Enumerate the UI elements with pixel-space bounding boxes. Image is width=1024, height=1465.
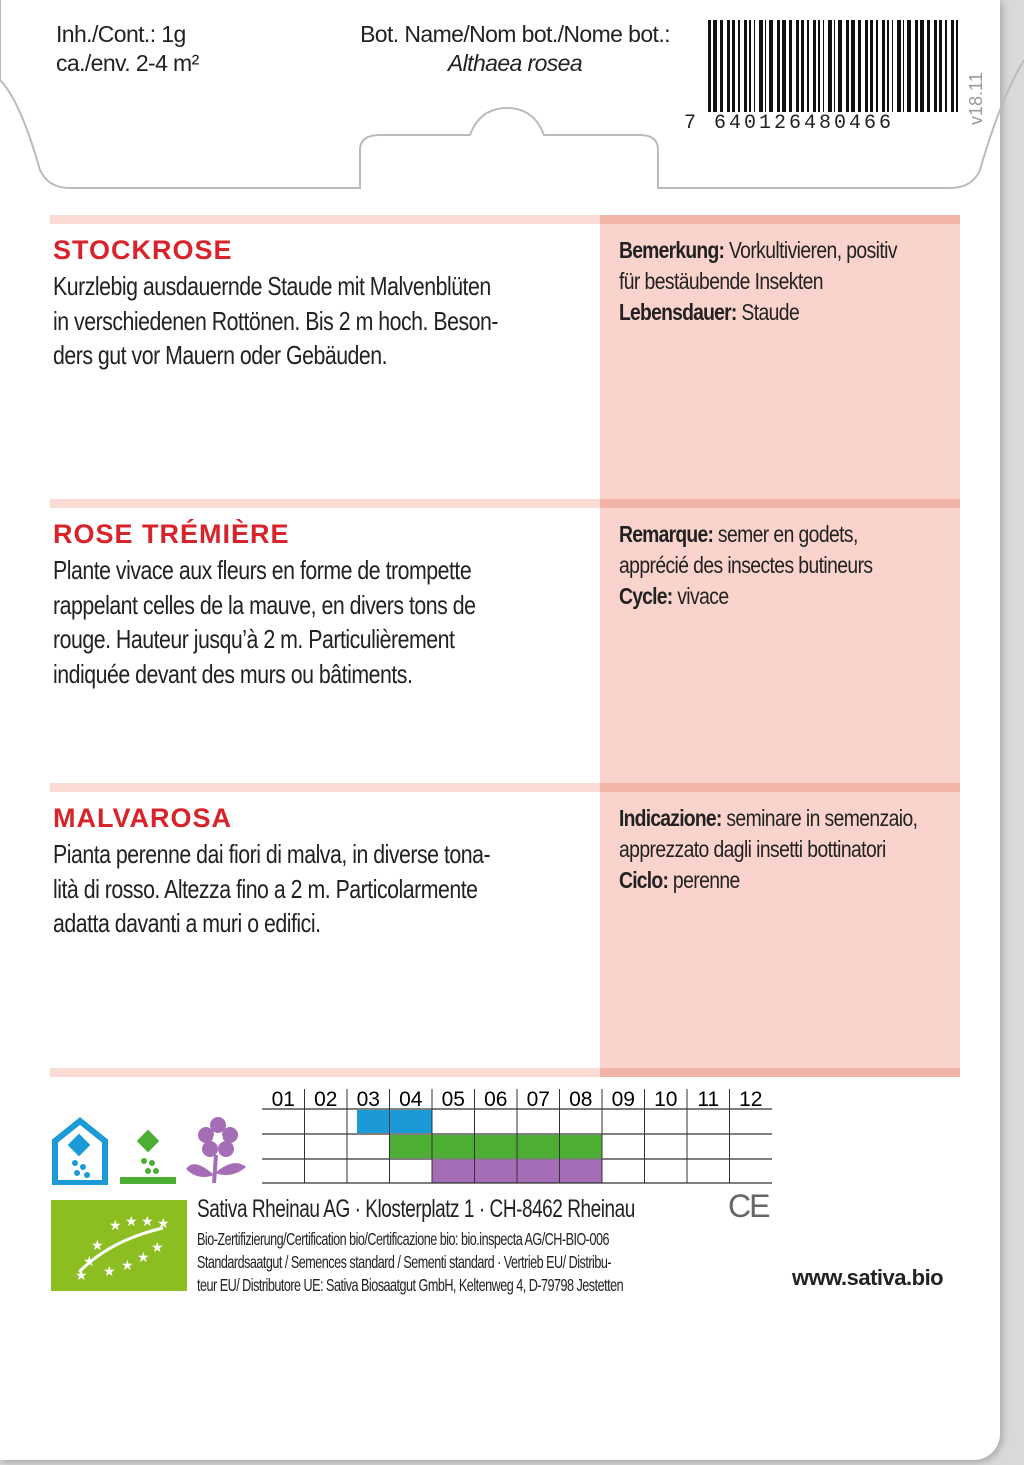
barcode-bar <box>708 20 711 112</box>
svg-text:★: ★ <box>151 1240 164 1256</box>
description-line: adatta davanti a muri o edifici. <box>53 908 321 938</box>
description-line: rappelant celles de la mauve, en divers tons de <box>53 589 476 620</box>
barcode-bar <box>951 20 954 112</box>
outdoor-sowing-icon <box>118 1125 178 1185</box>
note-text: Vorkultivieren, positiv <box>724 237 897 263</box>
barcode-bar <box>915 20 918 112</box>
cert-line: Standardsaatgut / Semences standard / Sementi standard · Vertrieb EU/ Distribu- <box>197 1252 612 1272</box>
month-label: 08 <box>569 1088 593 1111</box>
barcode-bar <box>823 20 824 112</box>
sowing-calendar <box>262 1085 772 1185</box>
calendar-bar-indoor-sowing <box>357 1110 432 1133</box>
barcode-bar <box>754 20 755 112</box>
month-label: 03 <box>356 1088 380 1111</box>
botanical-label: Bot. Name/Nom bot./Nome bot.: <box>360 21 670 47</box>
barcode-bar <box>851 20 855 112</box>
barcode-bar <box>720 20 723 112</box>
barcode-bar <box>765 20 766 112</box>
svg-text:★: ★ <box>141 1214 154 1230</box>
barcode-bar <box>789 20 792 112</box>
month-label: 05 <box>441 1088 465 1111</box>
barcode-bar <box>777 20 780 112</box>
section-note <box>619 519 872 612</box>
barcode-bar <box>813 20 816 112</box>
month-label: 07 <box>526 1088 550 1111</box>
svg-text:★: ★ <box>75 1268 88 1284</box>
section-stripe <box>600 783 960 792</box>
note-text: apprezzato dagli insetti bottinatori <box>619 836 886 862</box>
certification-text <box>197 1228 623 1297</box>
svg-text:★: ★ <box>157 1216 170 1232</box>
section-stripe <box>600 215 960 224</box>
barcode-digits: 640126480466 <box>714 112 895 135</box>
language-section <box>50 783 960 1068</box>
barcode-bar <box>834 20 835 112</box>
section-description <box>53 269 498 373</box>
content-info <box>56 20 199 78</box>
barcode-bar <box>865 20 868 112</box>
description-line: Pianta perenne dai fiori di malva, in diverse tona- <box>53 839 491 869</box>
barcode-bar <box>759 20 763 112</box>
month-label: 09 <box>611 1088 635 1111</box>
section-stripe <box>50 215 600 224</box>
section-stripe <box>50 499 600 508</box>
barcode-bar <box>927 20 930 112</box>
month-label: 11 <box>697 1088 720 1111</box>
website-link[interactable]: www.sativa.bio <box>792 1265 944 1290</box>
barcode-bar <box>876 20 878 112</box>
barcode-bar <box>945 20 947 112</box>
cycle-label: Ciclo: <box>619 867 669 893</box>
barcode-bar <box>807 20 809 112</box>
description-line: Plante vivace aux fleurs en forme de trompette <box>53 555 472 585</box>
language-section <box>50 215 960 499</box>
barcode-bar <box>727 20 730 112</box>
description-line: in verschiedenen Rottönen. Bis 2 m hoch. Beson- <box>53 305 499 336</box>
barcode-bar <box>732 20 735 112</box>
note-text: seminare in semenzaio, <box>721 805 918 831</box>
barcode-bar <box>903 20 904 112</box>
description-line: lità di rosso. Altezza fino a 2 m. Particolarmente <box>53 873 478 904</box>
note-text: semer en godets, <box>713 521 858 547</box>
cycle-value: perenne <box>668 867 740 893</box>
version-label: v18.11 <box>966 72 986 125</box>
note-text: apprécié des insectes butineurs <box>619 552 873 578</box>
description-line: Kurzlebig ausdauernde Staude mit Malvenblüten <box>53 271 491 301</box>
barcode-bar <box>934 20 937 112</box>
note-label: Remarque: <box>619 521 714 547</box>
botanical-name: Althaea rosea <box>447 50 583 76</box>
svg-text:★: ★ <box>125 1214 138 1230</box>
bottom-stripe <box>50 1068 960 1077</box>
flowering-icon <box>184 1117 248 1185</box>
svg-text:★: ★ <box>83 1254 96 1270</box>
barcode-bar <box>907 20 911 112</box>
barcode-bar <box>738 20 740 112</box>
cert-line: teur EU/ Distributore UE: Sativa Biosaatgut GmbH, Keltenweg 4, D-79798 Jestetten <box>197 1275 624 1295</box>
month-label: 06 <box>484 1088 508 1111</box>
section-heading: ROSE TRÉMIÈRE <box>53 519 290 549</box>
month-label: 04 <box>399 1088 423 1111</box>
barcode-bar <box>897 20 901 112</box>
content-area: ca./env. 2-4 m² <box>56 50 199 76</box>
barcode-bar <box>801 20 804 112</box>
barcode-bar <box>858 20 861 112</box>
barcode-prefix: 7 <box>684 112 700 135</box>
svg-text:★: ★ <box>137 1250 150 1266</box>
section-note <box>619 803 917 896</box>
svg-text:★: ★ <box>121 1258 134 1274</box>
barcode-bar <box>939 20 942 112</box>
section-description <box>53 837 490 941</box>
botanical-info <box>340 20 690 78</box>
content-weight: Inh./Cont.: 1g <box>56 21 186 47</box>
svg-text:★: ★ <box>103 1264 116 1280</box>
note-label: Bemerkung: <box>619 237 725 263</box>
barcode-bar <box>713 20 717 112</box>
section-description <box>53 553 476 691</box>
barcode-bar <box>838 20 842 112</box>
ce-mark: CE <box>728 1188 769 1224</box>
section-heading: MALVAROSA <box>53 803 232 833</box>
description-line: indiquée devant des murs ou bâtiments. <box>53 658 413 689</box>
svg-text:★: ★ <box>91 1238 104 1254</box>
month-label: 12 <box>739 1088 763 1111</box>
svg-text:★: ★ <box>109 1218 122 1234</box>
barcode <box>708 20 960 112</box>
barcode-bar <box>796 20 799 112</box>
section-note <box>619 235 897 328</box>
barcode-bar <box>749 20 751 112</box>
cycle-label: Cycle: <box>619 583 673 609</box>
cycle-label: Lebensdauer: <box>619 299 737 325</box>
barcode-bar <box>956 20 958 112</box>
barcode-bar <box>882 20 885 112</box>
month-label: 01 <box>271 1088 295 1111</box>
eu-organic-logo <box>51 1200 187 1291</box>
company-address: Sativa Rheinau AG · Klosterplatz 1 · CH-8462 Rheinau <box>197 1195 635 1223</box>
section-stripe <box>50 783 600 792</box>
section-heading: STOCKROSE <box>53 235 233 265</box>
barcode-bar <box>870 20 873 112</box>
barcode-bar <box>887 20 889 112</box>
barcode-number <box>684 112 894 135</box>
indoor-sowing-icon <box>51 1117 109 1185</box>
barcode-bar <box>920 20 924 112</box>
month-label: 02 <box>314 1088 338 1111</box>
month-label: 10 <box>654 1088 678 1111</box>
cert-line: Bio-Zertifizierung/Certification bio/Certificazione bio: bio.inspecta AG/CH-BIO-006 <box>197 1229 609 1249</box>
calendar-bar-outdoor-sowing <box>390 1135 603 1158</box>
barcode-bar <box>769 20 773 112</box>
barcode-bar <box>818 20 820 112</box>
barcode-bar <box>744 20 747 112</box>
note-label: Indicazione: <box>619 805 722 831</box>
cycle-value: vivace <box>672 583 729 609</box>
barcode-bar <box>782 20 786 112</box>
barcode-bar <box>892 20 893 112</box>
cycle-value: Staude <box>736 299 800 325</box>
barcode-bar <box>828 20 832 112</box>
note-text: für bestäubende Insekten <box>619 268 823 294</box>
description-line: ders gut vor Mauern oder Gebäuden. <box>53 340 388 370</box>
description-line: rouge. Hauteur jusqu’à 2 m. Particulièrement <box>53 624 455 654</box>
barcode-bar <box>846 20 849 112</box>
language-section <box>50 499 960 783</box>
section-stripe <box>600 499 960 508</box>
